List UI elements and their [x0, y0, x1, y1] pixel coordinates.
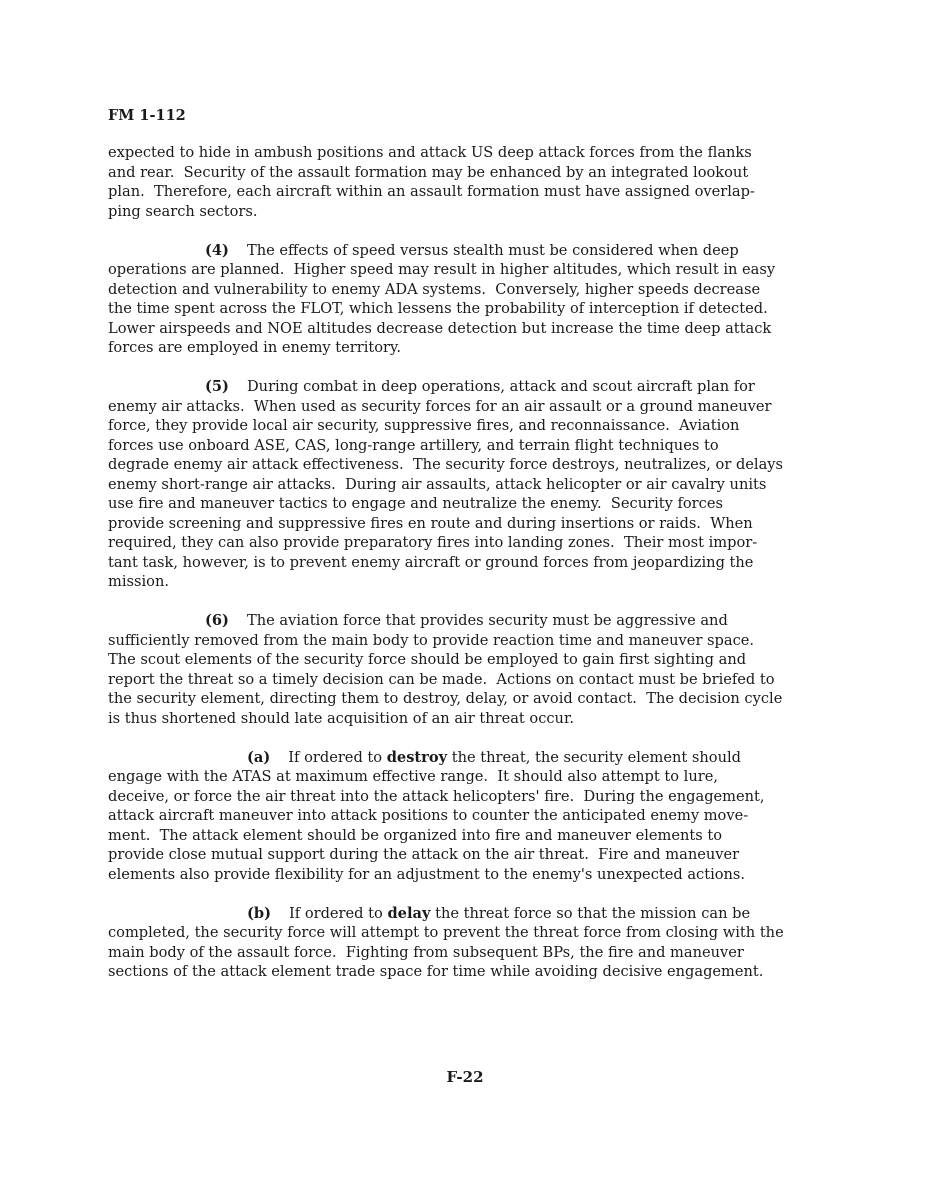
text-line: [108, 514, 828, 534]
text-segment: completed, the security force will attempt to prevent the threat force from closing with the: [108, 924, 784, 941]
page-footer: [0, 1068, 926, 1086]
text-segment: the security element, directing them to destroy, delay, or avoid contact. The decision cycle: [108, 690, 783, 707]
text-segment: deceive, or force the air threat into the attack helicopters' fire. During the engagement,: [108, 787, 765, 805]
text-line: [108, 494, 828, 514]
text-segment: degrade enemy air attack effectiveness. The security force destroys, neutralizes, or delays: [108, 456, 784, 473]
paragraph-a: [108, 748, 828, 885]
text-segment: ment. The attack element should be organized into fire and maneuver elements to: [108, 826, 723, 844]
text-segment: engage with the ATAS at maximum effective range. It should also attempt to lure,: [108, 768, 718, 785]
text-line: [108, 611, 828, 631]
text-line: [108, 709, 828, 729]
text-line: [108, 670, 828, 690]
text-segment: During combat in deep operations, attack and scout aircraft plan for: [246, 378, 755, 395]
text-segment: tant task, however, is to prevent enemy aircraft or ground forces from jeopardizing the: [108, 553, 754, 571]
text-segment: use fire and maneuver tactics to engage and neutralize the enemy. Security forces: [108, 495, 723, 512]
paragraph-4: [108, 241, 828, 358]
text-line: [108, 865, 828, 885]
text-segment: provide screening and suppressive fires en route and during insertions or raids. When: [108, 514, 753, 532]
text-line: [108, 767, 828, 787]
text-segment: enemy air attacks. When used as security forces for an air assault or a ground maneuver: [108, 397, 772, 415]
paragraph-label: (4): [205, 241, 229, 259]
text-line: [108, 280, 828, 300]
text-line: [108, 416, 828, 436]
text-line: [108, 748, 828, 768]
text-line: [108, 787, 828, 807]
text-line: [108, 299, 828, 319]
text-line: [108, 143, 828, 163]
text-segment: elements also provide flexibility for an adjustment to the enemy's unexpected actions.: [108, 865, 746, 883]
paragraph: [108, 143, 828, 221]
text-line: [108, 182, 828, 202]
text-segment: and rear. Security of the assault formation may be enhanced by an integrated lookout: [108, 163, 749, 181]
text-segment: If ordered to: [288, 748, 387, 766]
text-segment: forces are employed in enemy territory.: [108, 339, 401, 356]
document-header: [108, 107, 186, 124]
text-segment: provide close mutual support during the attack on the air threat. Fire and maneuver: [108, 846, 740, 863]
text-line: [108, 319, 828, 339]
document-id: FM 1-112: [108, 107, 186, 124]
text-line: [108, 202, 828, 222]
text-line: [108, 943, 828, 963]
paragraph-6: [108, 611, 828, 728]
text-segment: force, they provide local air security, suppressive fires, and reconnaissance. Aviation: [108, 417, 740, 434]
text-segment: plan. Therefore, each aircraft within an assault formation must have assigned overlap-: [108, 183, 755, 200]
text-segment: the threat, the security element should: [447, 748, 742, 766]
text-segment: sections of the attack element trade space for time while avoiding decisive engagement.: [108, 963, 764, 980]
text-segment: forces use onboard ASE, CAS, long-range artillery, and terrain flight techniques to: [108, 436, 719, 454]
paragraph-5: [108, 377, 828, 592]
text-segment: required, they can also provide preparatory fires into landing zones. Their most impor-: [108, 534, 758, 551]
text-line: [108, 904, 828, 924]
text-segment: operations are planned. Higher speed may result in higher altitudes, which result in easy: [108, 261, 776, 278]
text-line: [108, 689, 828, 709]
text-line: [108, 572, 828, 592]
text-segment: attack aircraft maneuver into attack positions to counter the anticipated enemy move-: [108, 807, 749, 824]
text-segment: main body of the assault force. Fighting from subsequent BPs, the fire and maneuver: [108, 943, 744, 961]
text-segment: the threat force so that the mission can be: [430, 904, 751, 922]
page-number: F-22: [446, 1068, 484, 1086]
text-line: [108, 826, 828, 846]
document-body: [108, 143, 828, 1001]
text-line: [108, 377, 828, 397]
text-segment: The scout elements of the security force should be employed to gain first sighting and: [108, 651, 747, 668]
text-segment: ping search sectors.: [108, 202, 258, 220]
text-segment: sufficiently removed from the main body to provide reaction time and maneuver space.: [108, 631, 755, 649]
text-segment: mission.: [108, 573, 169, 590]
text-line: [108, 436, 828, 456]
paragraph-label: (b): [247, 904, 272, 922]
text-line: [108, 533, 828, 553]
text-segment: the time spent across the FLOT, which lessens the probability of interception if detected.: [108, 300, 768, 317]
text-segment: The aviation force that provides security must be aggressive and: [246, 612, 728, 629]
text-line: [108, 260, 828, 280]
text-segment: If ordered to: [289, 904, 388, 922]
text-segment: expected to hide in ambush positions and attack US deep attack forces from the flanks: [108, 144, 752, 161]
text-segment: Lower airspeeds and NOE altitudes decrease detection but increase the time deep attack: [108, 319, 772, 337]
text-segment: is thus shortened should late acquisition of an air threat occur.: [108, 709, 574, 727]
text-line: [108, 475, 828, 495]
text-line: [108, 163, 828, 183]
paragraph-label: (5): [205, 378, 229, 395]
emphasized-term: destroy: [386, 748, 448, 766]
text-line: [108, 631, 828, 651]
text-line: [108, 650, 828, 670]
text-line: [108, 338, 828, 358]
text-segment: detection and vulnerability to enemy ADA systems. Conversely, higher speeds decrease: [108, 280, 761, 298]
paragraph-b: [108, 904, 828, 982]
paragraph-label: (6): [205, 612, 229, 629]
text-line: [108, 241, 828, 261]
emphasized-term: delay: [387, 904, 431, 922]
text-line: [108, 845, 828, 865]
text-line: [108, 455, 828, 475]
paragraph-label: (a): [247, 748, 271, 766]
text-line: [108, 553, 828, 573]
text-line: [108, 397, 828, 417]
text-segment: The effects of speed versus stealth must be considered when deep: [246, 241, 739, 259]
text-line: [108, 806, 828, 826]
text-line: [108, 923, 828, 943]
text-line: [108, 962, 828, 982]
text-segment: enemy short-range air attacks. During air assaults, attack helicopter or air cavalry units: [108, 475, 767, 493]
text-segment: report the threat so a timely decision can be made. Actions on contact must be briefed to: [108, 670, 775, 688]
